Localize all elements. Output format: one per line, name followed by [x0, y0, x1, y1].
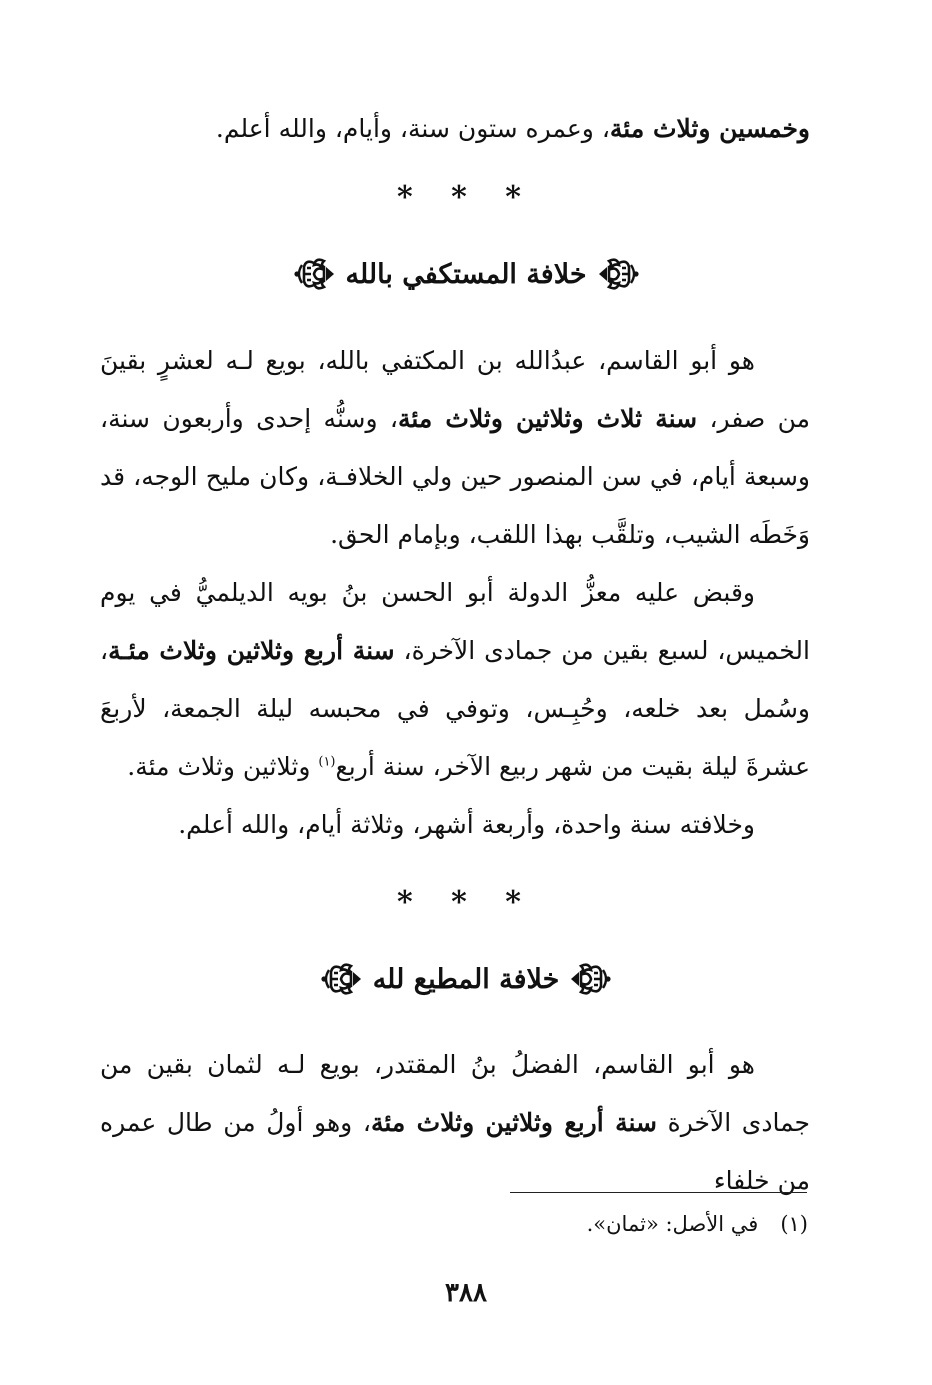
section2-body	[100, 1036, 810, 1210]
ornament-left-icon	[319, 960, 365, 998]
text-run: وقبض عليه معزُّ الدولة أبو الحسن بنُ بويه الديلميُّ في يوم الخميس، لسبع بقين من جمادى الآخرة،	[100, 578, 810, 665]
ornament-right-icon	[567, 960, 613, 998]
text-run: ، وعمره ستون سنة، وأيام، والله أعلم.	[215, 114, 610, 143]
page-number: ٣٨٨	[445, 1278, 487, 1308]
footnote	[100, 1212, 808, 1236]
footnote-reference: (١)	[318, 754, 336, 770]
paragraph: وخلافته سنة واحدة، وأربعة أشهر، وثلاثة أيام، والله أعلم.	[178, 810, 755, 839]
paragraph	[100, 1036, 810, 1210]
text-run: ، وهو أولُ من طال عمره من خلفاء	[100, 1108, 810, 1195]
paragraph	[100, 332, 810, 564]
bold-phrase: سنة ثلاث وثلاثين وثلاث مئة	[397, 404, 698, 433]
section1-body	[100, 332, 810, 854]
bold-phrase: سنة أربع وثلاثين وثلاث مئة	[370, 1108, 657, 1137]
heading-title: خلافة المستكفي بالله	[345, 258, 587, 290]
ornament-right-icon	[595, 255, 641, 293]
footnote-number: (١)	[780, 1212, 808, 1236]
text-run: ، وسنُّه إحدى وأربعون سنة، وسبعة أيام، في سن المنصور حين ولي الخلافـة، وكان مليح الوجه، قد وَخَطَه الشيب، وتلقَّب بهذا اللقب، وبإمام الحق.	[100, 404, 810, 549]
continued-paragraph	[100, 100, 810, 158]
heading-title: خلافة المطيع لله	[372, 963, 560, 995]
ornament-left-icon	[292, 255, 338, 293]
footnote-divider	[510, 1192, 807, 1193]
text-run: هو أبو القاسم، الفضلُ بنُ المقتدر، بويع لـه لثمان بقين من جمادى الآخرة	[100, 1050, 811, 1137]
bold-phrase: وخمسين وثلاث مئة	[609, 114, 810, 143]
bold-phrase: سنة أربع وثلاثين وثلاث مئـة	[108, 636, 395, 665]
text-run: هو أبو القاسم، عبدُالله بن المكتفي بالله، بويع لـه لعشرٍ بقينَ من صفر،	[100, 346, 810, 433]
footnote-text: في الأصل: «ثمان».	[586, 1212, 759, 1236]
section-heading-mutee	[0, 960, 932, 998]
text-run: ، وسُمل بعد خلعه، وحُبِـس، وتوفي في محبسه ليلة الجمعة، لأربعَ عشرةَ ليلة بقيت من شهر ربيع الآخر، سنة أربع	[100, 636, 810, 781]
section-heading-mustakfi	[0, 255, 932, 293]
section-separator: * * *	[397, 885, 535, 920]
paragraph	[100, 564, 810, 796]
section-separator: * * *	[397, 180, 535, 215]
text-run: وثلاثين وثلاث مئة.	[127, 752, 319, 781]
